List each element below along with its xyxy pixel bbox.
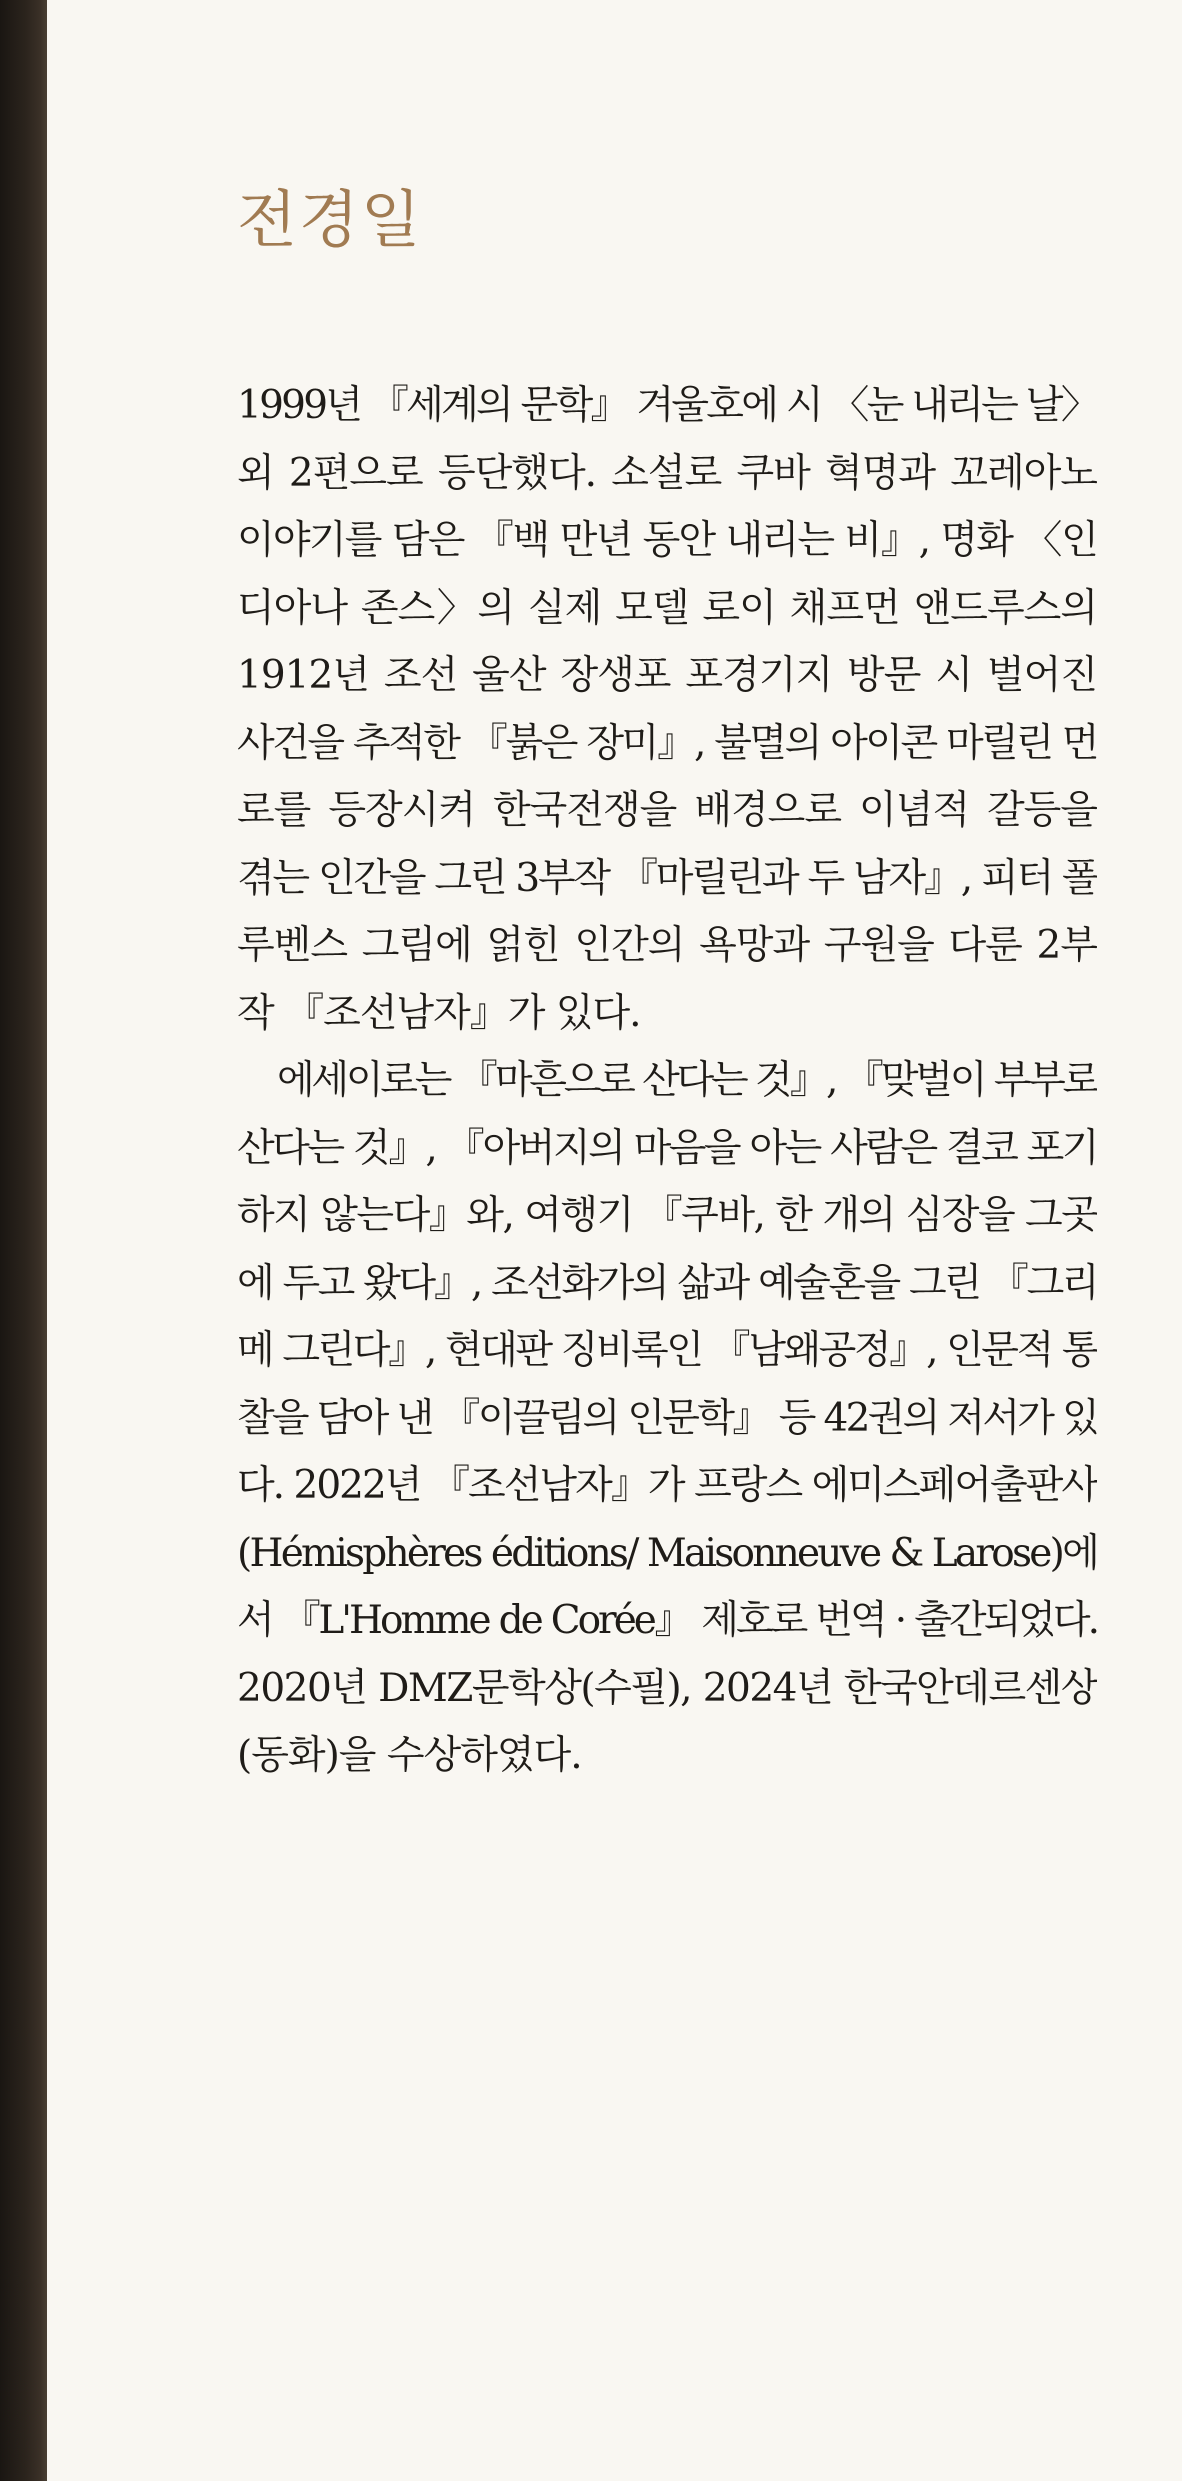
bio-line: 다. 2022년 『조선남자』가 프랑스 에미스페어출판사 bbox=[237, 1463, 1097, 1508]
book-spine-shadow bbox=[0, 0, 47, 2481]
book-page bbox=[47, 0, 1182, 2481]
bio-line: 서 『L'Homme de Corée』 제호로 번역 · 출간되었다. bbox=[237, 1598, 1097, 1643]
bio-line: (동화)을 수상하였다. bbox=[237, 1733, 582, 1778]
bio-line: 산다는 것』, 『아버지의 마음을 아는 사람은 결코 포기 bbox=[237, 1125, 1097, 1171]
bio-line: 외 2편으로 등단했다. 소설로 쿠바 혁명과 꼬레아노 bbox=[237, 450, 1097, 496]
bio-line: 이야기를 담은 『백 만년 동안 내리는 비』, 명화 〈인 bbox=[237, 518, 1097, 563]
author-name: 전경일 bbox=[237, 183, 423, 256]
bio-line: 겪는 인간을 그린 3부작 『마릴린과 두 남자』, 피터 폴 bbox=[237, 855, 1097, 901]
bio-line: 디아나 존스〉의 실제 모델 로이 채프먼 앤드루스의 bbox=[237, 585, 1097, 631]
bio-line: 작 『조선남자』가 있다. bbox=[237, 990, 641, 1036]
bio-line: 루벤스 그림에 얽힌 인간의 욕망과 구원을 다룬 2부 bbox=[237, 923, 1097, 968]
bio-line: 하지 않는다』와, 여행기 『쿠바, 한 개의 심장을 그곳 bbox=[237, 1193, 1097, 1238]
bio-line: 찰을 담아 낸 『이끌림의 인문학』 등 42권의 저서가 있 bbox=[237, 1395, 1097, 1441]
bio-line: 에 두고 왔다』, 조선화가의 삶과 예술혼을 그린 『그리 bbox=[237, 1260, 1097, 1306]
bio-line: 로를 등장시켜 한국전쟁을 배경으로 이념적 갈등을 bbox=[237, 788, 1097, 833]
bio-line: 1999년 『세계의 문학』 겨울호에 시 〈눈 내리는 날〉 bbox=[237, 383, 1097, 428]
author-bio bbox=[237, 372, 1097, 1790]
bio-line: 2020년 DMZ문학상(수필), 2024년 한국안데르센상 bbox=[237, 1665, 1097, 1711]
bio-line: 에세이로는 『마흔으로 산다는 것』, 『맞벌이 부부로 bbox=[277, 1058, 1097, 1103]
bio-line: 사건을 추적한 『붉은 장미』, 불멸의 아이콘 마릴린 먼 bbox=[237, 720, 1097, 766]
bio-line: (Hémisphères éditions/ Maisonneuve & Larose)에 bbox=[237, 1530, 1097, 1576]
bio-line: 메 그린다』, 현대판 징비록인 『남왜공정』, 인문적 통 bbox=[237, 1328, 1097, 1373]
bio-line: 1912년 조선 울산 장생포 포경기지 방문 시 벌어진 bbox=[237, 653, 1097, 698]
